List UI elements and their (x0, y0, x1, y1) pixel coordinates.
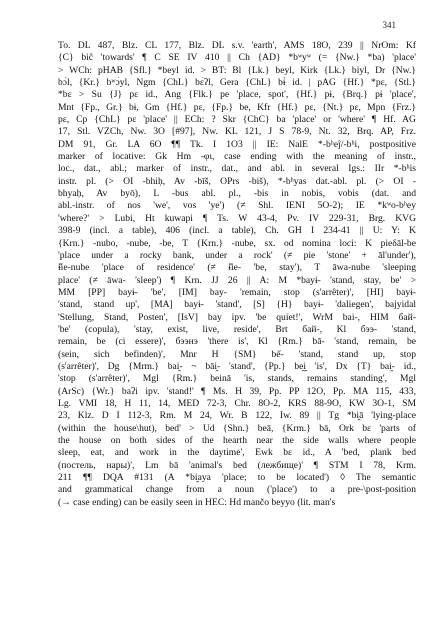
text-line: 'Stellung, Stand, Posten', [IsV] bay ipv. 'be quiet!', WrM bai-, HIM бай- (58, 311, 416, 323)
text-line: (sein, sich befinden)', Mnr H {SM} be̋- 'stand, stand up, stop (58, 348, 416, 360)
text-line: and grammatical change from a noun ('place') to a pre-\post-position (58, 484, 416, 496)
text-line: (s'arrêter)', Dg {Mrm.} bai̯- ~ bāi̯- 'stand', {Pp.} be̯i̯ 'is', Dx {T} bai̯- id., (58, 360, 416, 372)
text-line: bɔ̀l, {Kr.} bʷɔ̀yl, Ngm {ChL} bɛ̀ʔl, Gera {ChL} bɨ̀ id. | pAG {Hf.} *pɛ, {Stl.} (58, 77, 416, 89)
text-line: 23, Klz. D I 112-3, Rm. M 24, Wr. B 122, Iw. 89 || Tg *bi̯ā 'lying-place (58, 410, 416, 422)
text-line: 'place under a rocky bank, under a rock' (≠ pie 'stone' + āl'under'), (58, 249, 416, 261)
text-line: 'where?' > Lubi, Ht kuwapi ¶ Ts. W 43-4, Pv. IV 229-31, Brg. KVG (58, 212, 416, 224)
text-line: abl.-instr. of nos 'we', vos 'ye') (≠ Shl. IENI 5O-2); IE *kʷo-bʰey (58, 200, 416, 212)
text-line: (→ case ending) can be easily seen in HEC: Hd mančo beyyo (lit. man's (58, 496, 336, 508)
text-line: 17, Stl. VZCh, Nw. 3O [#97], Nw. KL 121, J S 78-9, Nt. 32, Brq. AP, Frz. (58, 126, 416, 138)
text-line: 'stand, stand up', [MA] bayɨ- 'stand', [S] {H} bayɨ- 'daliegen', bajyidal (58, 299, 416, 311)
text-line: bhyaḥ, Av byō), L -bus abl. pl., -bis in nobis, vobis (dat. and (58, 188, 416, 200)
text-line: 211 ¶¶ DQA #131 (A *bi̯aya 'place; to be located') ◊ The semantic (58, 472, 416, 484)
text-line: pɛ, Cp {ChL} pɛ 'place' || ECh: ? Skr {ChC} ba 'place' or 'where' ¶ Hf. AG (58, 114, 416, 126)
text-line: place' (≠ āwa- 'sleep') ¶ Krn. JJ 26 || A: M *bayɨ- 'stand, stay, be' > (58, 274, 416, 286)
text-line: loc., dat., abl.; marker of instr., dat., and abl. in several Igs.: IIr *-bʰis (58, 163, 416, 175)
text-line: marker of locative: Gk Hm -φι, case ending with the meaning of instr., (58, 151, 416, 163)
text-line: Lg. VMI 18, H 11, 14, MED 72-3, Chr. 8O-2, KRS 88-9O, KW 3O-1, SM (58, 397, 416, 409)
text-line: *bɛ > Su {J} pɛ id., Ang {Flk.} pe 'place, spot', {Hf.} pɨ, {Brq.} pɨ 'place', (58, 89, 416, 101)
page-number: 341 (382, 20, 396, 30)
text-line: (постель, нары)', Lm bā 'animal's bed (лежбище)' ¶ STM I 78, Krm. (58, 459, 416, 471)
text-line: 398-9 (incl. a table), 406 (incl. a table), Ch. GH I 234-41 || U: Y: K (58, 225, 416, 237)
text-line: 'stop (s'arrêter)', Mgl {Rm.} beinā 'is, stands, remains standing', Mgl (58, 373, 416, 385)
text-line: {Krn.} -nubo, -nube, -be, T {Krn.} -nube, sx. od nomina loci: K pieδāl-be (58, 237, 416, 249)
text-line: DM 91, Gr. LA 6O ¶¶ Tk. I 1O3 || IE: NalE *-bʰeĵ/-bʰi, postpositive (58, 138, 416, 150)
text-line: the house on both sides of the hearth near the side walls where people (58, 435, 416, 446)
text-line: (ArSc) {Wr.} baʔi ipv. 'stand!' ¶ Ms. H 39, Pp. PP 12O, Pp. MA 115, 433, (58, 385, 416, 397)
text-line: ɨ̂ie-nube 'place of residence' (≠ ɨ̂ie- 'be, stay'), T āwa-nube 'sleeping (58, 262, 416, 274)
text-line: Mnt {Fp., Gr.} bɨ, Gm {Hf.} pɛ, {Fp.} be, Kfr {Hf.} pɛ, {Nt.} pɛ, Mpn {Frz.} (58, 101, 416, 113)
text-line: 'be' (copula), 'stay, exist, live, reside', Brt бай-, Kl бээ- 'stand, (58, 323, 416, 335)
text-line: (within the house\hut), bed' > Ud {Shn.} beā, {Krm.} bā, Ork bɛ 'parts of (58, 422, 416, 434)
text-line: > WCh: pHAB {Sfl.} *beyl id. > BT: Bl {Lk.} beyl, Kirk {Lk.} biyl, Dr {Nw.} (58, 64, 416, 76)
text-line: {C} biĉ 'towards' ¶ C SE IV 410 || Ch {AD} *bʷyʷ (= {Nw.} *ba) 'place' (58, 52, 416, 64)
text-line: To. DL 487, Blz. CL 177, Blz. DL s.v. 'earth', AMS 18O, 239 || NrOm: Kf (58, 40, 416, 51)
text-line: remain, be (ci essere)', бээнэ 'there is', Kl {Rm.} bā- 'stand, remain, be (58, 336, 416, 348)
text-line: sleep, eat, and work in the daytime', Ewk bɛ id., A 'bed, plank bed (58, 447, 416, 459)
text-line: MM [PP] bayɨ- 'be', [IM] bay- 'remain, stop (s'arrêter)', [HI] bayɨ- (58, 286, 416, 298)
entry-body-text (58, 40, 416, 509)
text-line: instr. pl. (> OI -bhiḥ, Av -bīš, OPrs -biš), *-bʰyas dat.-abl. pl. (> OI - (58, 175, 416, 187)
